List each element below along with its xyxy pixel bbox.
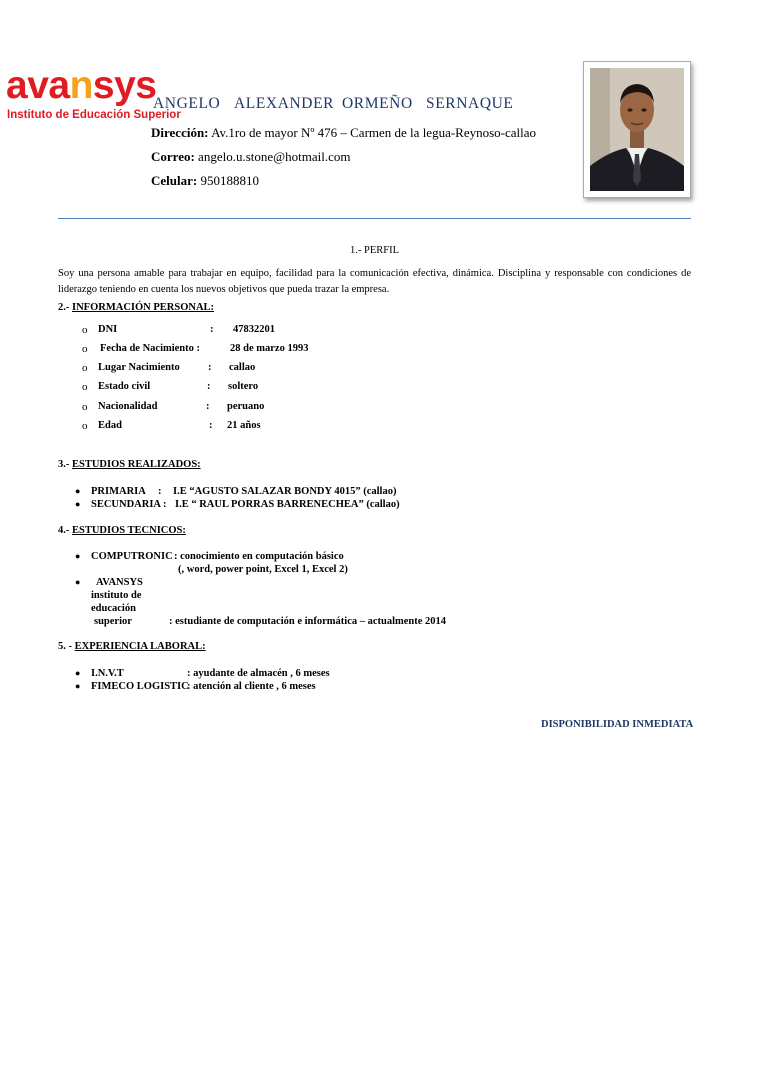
logo-word-part: n (69, 64, 93, 107)
info-row-birth (82, 343, 88, 355)
phone-label: Celular: (151, 173, 198, 188)
info-value: callao (229, 362, 256, 373)
info-label: DNI (98, 324, 118, 335)
name-surname-1: ORMEÑO (342, 95, 413, 112)
circle-bullet-icon: o (82, 343, 88, 355)
section-number: 3.- (58, 459, 70, 470)
info-value: 21 años (227, 420, 261, 431)
section-title: EXPERIENCIA LABORAL: (74, 641, 206, 652)
info-label: Lugar Nacimiento (98, 362, 180, 373)
info-colon: : (207, 381, 211, 392)
phone-value: 950188810 (200, 173, 259, 188)
bullet-icon: ● (75, 499, 81, 509)
info-colon: : (210, 324, 214, 335)
info-value: soltero (228, 381, 259, 392)
info-row-nationality (82, 401, 88, 413)
estudios-label: SECUNDARIA : (91, 499, 167, 510)
avansys-logo (6, 66, 156, 105)
address-line (151, 125, 536, 141)
tecnicos-value: : conocimiento en computación básico (174, 551, 344, 562)
estudios-row-secundaria (75, 499, 80, 510)
section-number: 4.- (58, 525, 70, 536)
estudios-value: I.E “AGUSTO SALAZAR BONDY 4015” (callao) (173, 486, 397, 497)
circle-bullet-icon: o (82, 420, 88, 432)
logo-word-part: sys (92, 64, 157, 107)
tecnicos-heading (58, 525, 186, 536)
info-value: 28 de marzo 1993 (230, 343, 309, 354)
circle-bullet-icon: o (82, 324, 88, 336)
info-row-age (82, 420, 88, 432)
experiencia-label: FIMECO LOGISTIC (91, 681, 189, 692)
tecnicos-value: : estudiante de computación e informática – actualmente 2014 (169, 616, 447, 627)
availability-note: DISPONIBILIDAD INMEDIATA (541, 719, 694, 730)
email-line (151, 149, 350, 165)
name-first: ANGELO (153, 95, 221, 112)
profile-photo (590, 68, 684, 191)
experiencia-value: : ayudante de almacén , 6 meses (187, 668, 330, 679)
bullet-icon: ● (75, 681, 81, 691)
tecnicos-label: superior (94, 616, 132, 627)
info-row-place (82, 362, 88, 374)
estudios-row-primaria (75, 486, 80, 497)
name-surname-2: SERNAQUE (426, 95, 514, 112)
experiencia-row-fimeco (75, 681, 80, 692)
estudios-heading (58, 459, 201, 470)
info-label: Nacionalidad (98, 401, 158, 412)
section-title: ESTUDIOS TECNICOS: (72, 525, 186, 536)
info-value: peruano (227, 401, 265, 412)
phone-line (151, 173, 259, 189)
experiencia-value: : atención al cliente , 6 meses (187, 681, 316, 692)
profile-photo-frame (583, 61, 691, 198)
perfil-heading: 1.- PERFIL (349, 245, 399, 256)
experiencia-label: I.N.V.T (91, 668, 124, 679)
logo-subtitle: Instituto de Educación Superior (7, 109, 181, 121)
bullet-icon: ● (75, 577, 81, 587)
tecnicos-row-avansys (75, 577, 80, 588)
tecnicos-label: educación (91, 603, 136, 614)
info-colon: : (206, 401, 210, 412)
info-label: Edad (98, 420, 122, 431)
name-middle: ALEXANDER (234, 95, 335, 112)
info-personal-heading (58, 302, 214, 313)
tecnicos-label: AVANSYS (96, 577, 143, 588)
tecnicos-value-cont: (, word, power point, Excel 1, Excel 2) (178, 564, 348, 575)
estudios-value: I.E “ RAUL PORRAS BARRENECHEA” (callao) (175, 499, 400, 510)
tecnicos-label: instituto de (91, 590, 142, 601)
section-title: INFORMACIÓN PERSONAL: (72, 302, 215, 313)
info-label: Fecha de Nacimiento : (100, 343, 201, 354)
info-row-dni (82, 324, 88, 336)
info-label: Estado civil (98, 381, 151, 392)
address-label: Dirección: (151, 125, 209, 140)
info-colon: : (209, 420, 213, 431)
circle-bullet-icon: o (82, 401, 88, 413)
info-value: 47832201 (233, 324, 275, 335)
section-number: 5. - (58, 641, 72, 652)
experiencia-heading (58, 641, 206, 652)
perfil-text: Soy una persona amable para trabajar en equipo, facilidad para la comunicación efectiva, dinámica. Disciplina y responsable con condiciones de liderazgo teniendo en cuenta los nuevos objetivos que pueda trazar la empresa. (58, 268, 691, 295)
email-label: Correo: (151, 149, 195, 164)
experiencia-row-invt (75, 668, 80, 679)
circle-bullet-icon: o (82, 381, 88, 393)
estudios-colon: : (158, 486, 162, 497)
estudios-label: PRIMARIA (91, 486, 146, 497)
section-number: 2.- (58, 302, 70, 313)
circle-bullet-icon: o (82, 362, 88, 374)
email-value: angelo.u.stone@hotmail.com (198, 149, 351, 164)
logo-word-part: ava (6, 64, 70, 107)
tecnicos-label: COMPUTRONIC (91, 551, 173, 562)
info-row-civil (82, 381, 88, 393)
address-value: Av.1ro de mayor Nº 476 – Carmen de la legua-Reynoso-callao (211, 125, 537, 140)
info-colon: : (208, 362, 212, 373)
bullet-icon: ● (75, 486, 81, 496)
bullet-icon: ● (75, 551, 81, 561)
bullet-icon: ● (75, 668, 81, 678)
person-portrait-icon (590, 68, 684, 191)
section-title: ESTUDIOS REALIZADOS: (72, 459, 201, 470)
header-divider (58, 218, 691, 219)
tecnicos-row-computronic (75, 551, 80, 562)
